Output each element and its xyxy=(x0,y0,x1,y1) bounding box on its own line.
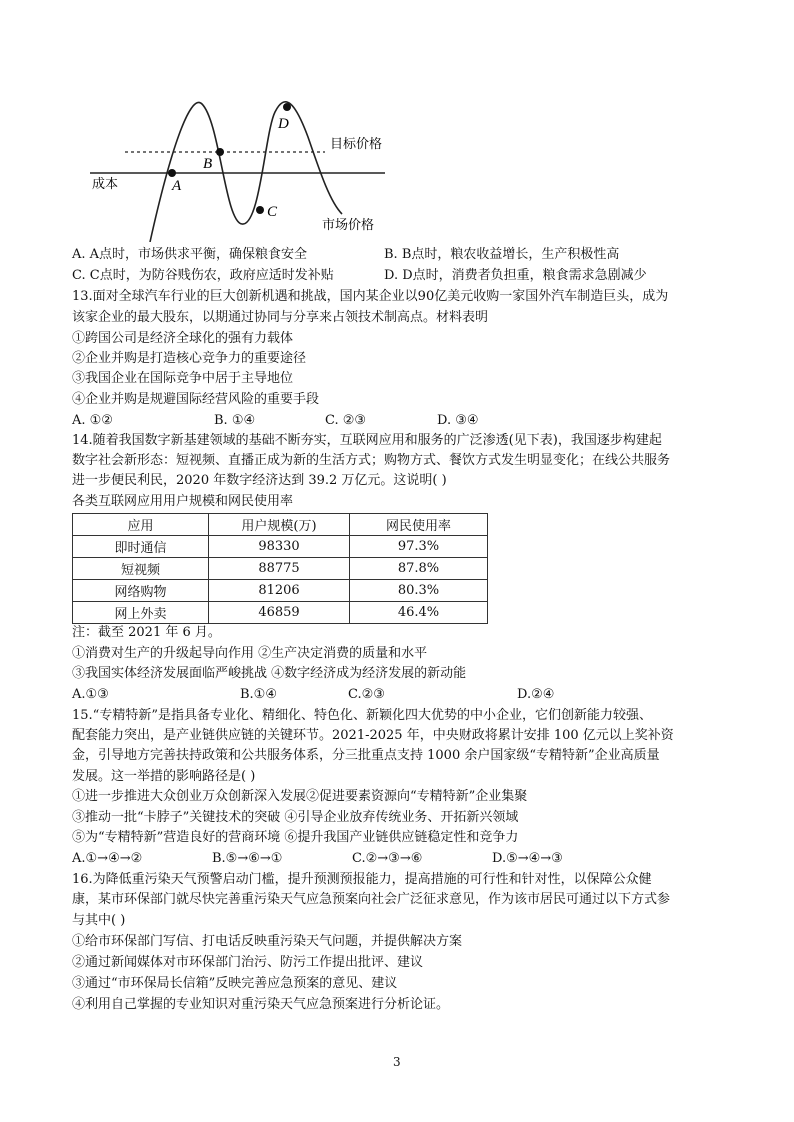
table-cell: 网络购物 xyxy=(73,580,209,602)
q14-option-b: B.①④ xyxy=(240,687,277,702)
table-cell: 即时通信 xyxy=(73,536,209,558)
q15-option-a: A.①→④→② xyxy=(72,851,143,866)
point-c-label: C xyxy=(267,204,278,220)
q16-stem-line-3: 与其中( ) xyxy=(72,913,126,928)
q15-stem-line-3: 金，引导地方完善扶持政策和公共服务体系，分三批重点支持 1000 余户国家级“专精特新”企业高质量 xyxy=(72,748,660,763)
q13-option-a: A. ①② xyxy=(72,413,113,428)
q14-stem-line-1: 14.随着我国数字新基建领域的基础不断夯实，互联网应用和服务的广泛渗透(见下表)，我国逐步构建起 xyxy=(72,433,662,448)
cost-label: 成本 xyxy=(92,177,119,192)
q14-table-title: 各类互联网应用用户规模和网民使用率 xyxy=(72,494,294,509)
q12-option-c: C. C点时，为防谷贱伤农，政府应适时发补贴 xyxy=(72,268,334,283)
q16-stem-line-1: 16.为降低重污染天气预警启动门槛，提升预测预报能力，提高措施的可行性和针对性，以保障公众健 xyxy=(72,872,652,887)
table-cell: 81206 xyxy=(209,580,350,602)
q15-items-line-3: ⑤为“专精特新”营造良好的营商环境 ⑥提升我国产业链供应链稳定性和竞争力 xyxy=(72,830,519,845)
q16-stem-line-2: 康，某市环保部门就尽快完善重污染天气应急预案向社会广泛征求意见，作为该市居民可通过以下方式参 xyxy=(72,892,671,907)
q15-items-line-1: ①进一步推进大众创业万众创新深入发展②促进要素资源向“专精特新”企业集聚 xyxy=(72,789,528,804)
page-number: 3 xyxy=(393,1055,401,1069)
q14-stem-line-2: 数字社会新形态：短视频、直播正成为新的生活方式；购物方式、餐饮方式发生明显变化；在线公共服务 xyxy=(72,453,671,468)
target-price-label: 目标价格 xyxy=(330,137,383,152)
point-b xyxy=(216,148,224,156)
table-cell: 网上外卖 xyxy=(73,602,209,624)
point-c xyxy=(256,206,264,214)
q14-option-c: C.②③ xyxy=(348,687,385,702)
q14-items-line-2: ③我国实体经济发展面临严峻挑战 ④数字经济成为经济发展的新动能 xyxy=(72,666,467,681)
q13-option-b: B. ①④ xyxy=(214,413,256,428)
point-b-label: B xyxy=(203,156,213,172)
table-header: 网民使用率 xyxy=(350,514,488,536)
q15-stem-line-4: 发展。这一举措的影响路径是( ) xyxy=(72,769,256,784)
table-cell: 80.3% xyxy=(350,580,488,602)
q14-note: 注：截至 2021 年 6 月。 xyxy=(72,625,221,640)
q12-option-b: B. B点时，粮农收益增长，生产积极性高 xyxy=(384,247,620,262)
point-d xyxy=(283,103,291,111)
q13-item-2: ②企业并购是打造核心竞争力的重要途径 xyxy=(72,351,307,366)
table-cell: 88775 xyxy=(209,558,350,580)
q12-option-d: D. D点时，消费者负担重，粮食需求急剧减少 xyxy=(384,268,647,283)
table-row xyxy=(73,536,488,558)
table-row xyxy=(73,602,488,624)
table-header-row xyxy=(73,514,488,536)
table-cell: 短视频 xyxy=(73,558,209,580)
table-cell: 87.8% xyxy=(350,558,488,580)
q15-stem-line-2: 配套能力突出，是产业链供应链的关键环节。2021-2025 年，中央财政将累计安排 100 亿元以上奖补资 xyxy=(72,728,674,743)
q13-item-4: ④企业并购是规避国际经营风险的重要手段 xyxy=(72,392,320,407)
point-a xyxy=(168,169,176,177)
table-row xyxy=(73,580,488,602)
q13-option-c: C. ②③ xyxy=(325,413,367,428)
table-cell: 46859 xyxy=(209,602,350,624)
table-row xyxy=(73,558,488,580)
point-d-label: D xyxy=(278,116,289,132)
internet-usage-table xyxy=(72,513,488,624)
market-price-curve xyxy=(150,102,342,242)
q13-stem-line-1: 13.面对全球汽车行业的巨大创新机遇和挑战，国内某企业以90亿美元收购一家国外汽车制造巨头，成为 xyxy=(72,289,669,304)
q15-stem-line-1: 15.“专精特新”是指具备专业化、精细化、特色化、新颖化四大优势的中小企业，它们创新能力较强、 xyxy=(72,708,652,723)
table-cell: 97.3% xyxy=(350,536,488,558)
q13-item-3: ③我国企业在国际竞争中居于主导地位 xyxy=(72,371,294,386)
table-header: 用户规模(万) xyxy=(209,514,350,536)
q12-option-a: A. A点时，市场供求平衡，确保粮食安全 xyxy=(72,247,308,262)
q13-item-1: ①跨国公司是经济全球化的强有力载体 xyxy=(72,331,294,346)
table-cell: 98330 xyxy=(209,536,350,558)
q14-stem-line-3: 进一步便民利民，2020 年数字经济达到 39.2 万亿元。这说明( ) xyxy=(72,473,447,488)
q13-option-d: D. ③④ xyxy=(437,413,479,428)
q14-items-line-1: ①消费对生产的升级起导向作用 ②生产决定消费的质量和水平 xyxy=(72,646,428,661)
q15-option-c: C.②→③→⑥ xyxy=(352,851,423,866)
q15-option-d: D.⑤→④→③ xyxy=(492,851,563,866)
point-a-label: A xyxy=(172,178,182,194)
q15-option-b: B.⑤→⑥→① xyxy=(212,851,283,866)
market-price-label: 市场价格 xyxy=(322,218,375,233)
q16-item-4: ④利用自己掌握的专业知识对重污染天气应急预案进行分析论证。 xyxy=(72,997,450,1012)
q16-item-2: ②通过新闻媒体对市环保部门治污、防污工作提出批评、建议 xyxy=(72,955,424,970)
q14-option-d: D.②④ xyxy=(517,687,555,702)
q14-option-a: A.①③ xyxy=(72,687,109,702)
price-curve-figure xyxy=(80,92,410,242)
table-cell: 46.4% xyxy=(350,602,488,624)
q16-item-3: ③通过“市环保局长信箱”反映完善应急预案的意见、建议 xyxy=(72,976,398,991)
table-header: 应用 xyxy=(73,514,209,536)
q16-item-1: ①给市环保部门写信、打电话反映重污染天气问题，并提供解决方案 xyxy=(72,934,463,949)
q15-items-line-2: ③推动一批“卡脖子”关键技术的突破 ④引导企业放弃传统业务、开拓新兴领域 xyxy=(72,810,519,825)
price-curve-svg xyxy=(80,92,410,242)
q13-stem-line-2: 该家企业的最大股东，以期通过协同与分享来占领技术制高点。材料表明 xyxy=(72,310,489,325)
